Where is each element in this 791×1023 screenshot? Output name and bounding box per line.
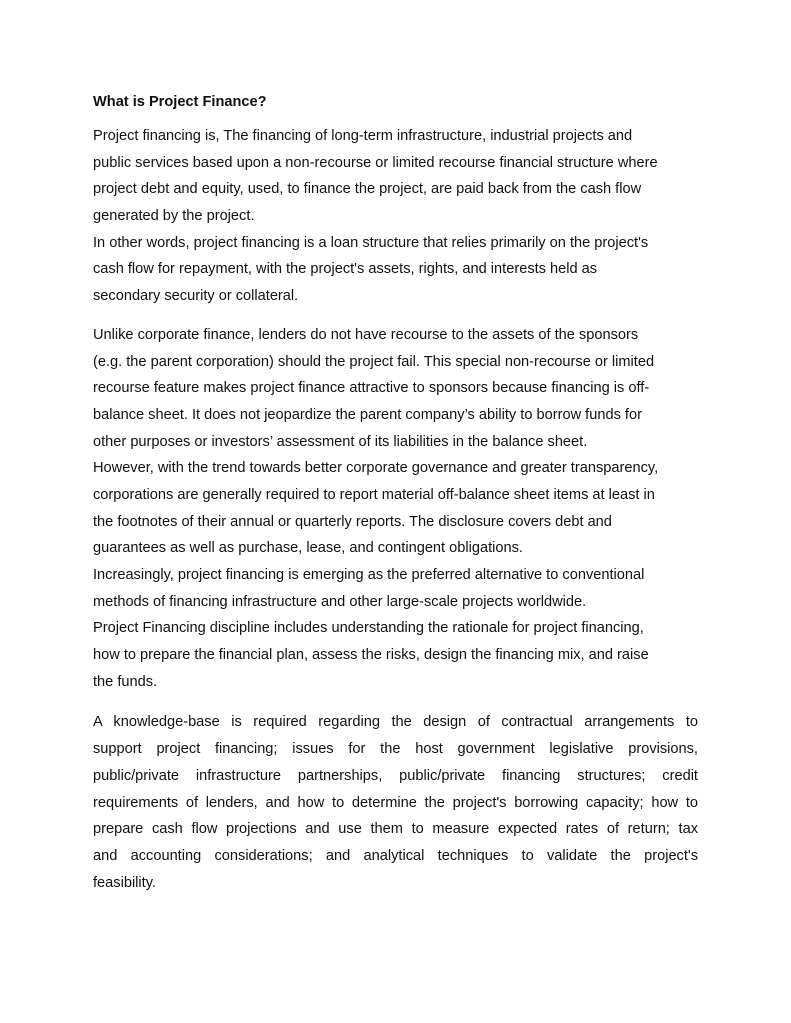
- document-body: [93, 91, 698, 896]
- text-line: prepare cash flow projections and use them to measure expected rates of return; tax: [93, 821, 698, 838]
- text-line: the funds.: [93, 673, 158, 690]
- text-line: corporations are generally required to report material off-balance sheet items at least in: [93, 486, 655, 503]
- text-line: feasibility.: [93, 874, 156, 891]
- text-line: support project financing; issues for the host government legislative provisions,: [93, 741, 698, 758]
- text-line: A knowledge-base is required regarding the design of contractual arrangements to: [93, 714, 698, 731]
- text-line: public/private infrastructure partnerships, public/private financing structures; credit: [93, 767, 698, 784]
- text-line: cash flow for repayment, with the project's assets, rights, and interests held as: [93, 261, 598, 278]
- paragraph-knowledge-base: [93, 709, 698, 896]
- text-line: balance sheet. It does not jeopardize the parent company’s ability to borrow funds for: [93, 406, 642, 423]
- text-line: the footnotes of their annual or quarterly reports. The disclosure covers debt and: [93, 513, 612, 530]
- text-line: In other words, project financing is a loan structure that relies primarily on the project's: [93, 234, 649, 251]
- text-line: Project Financing discipline includes understanding the rationale for project financing,: [93, 620, 644, 637]
- text-line: public services based upon a non-recourse or limited recourse financial structure where: [93, 154, 658, 171]
- text-line: secondary security or collateral.: [93, 288, 299, 305]
- text-line: other purposes or investors’ assessment of its liabilities in the balance sheet.: [93, 433, 588, 450]
- text-line: and accounting considerations; and analytical techniques to validate the project's: [93, 847, 698, 864]
- text-line: project debt and equity, used, to finance the project, are paid back from the cash flow: [93, 181, 642, 198]
- text-line: However, with the trend towards better corporate governance and greater transparency,: [93, 460, 659, 477]
- paragraph-corporate-finance: [93, 322, 698, 696]
- text-line: recourse feature makes project finance attractive to sponsors because financing is off-: [93, 380, 650, 397]
- text-line: Unlike corporate finance, lenders do not have recourse to the assets of the sponsors: [93, 326, 639, 343]
- document-title: What is Project Finance?: [93, 94, 267, 110]
- text-line: how to prepare the financial plan, assess the risks, design the financing mix, and raise: [93, 647, 649, 664]
- text-line: methods of financing infrastructure and other large-scale projects worldwide.: [93, 593, 587, 610]
- paragraph-project-financing: [93, 123, 698, 310]
- text-line: (e.g. the parent corporation) should the project fail. This special non-recourse or limited: [93, 353, 655, 370]
- text-line: Increasingly, project financing is emerging as the preferred alternative to conventional: [93, 567, 645, 583]
- text-line: guarantees as well as purchase, lease, and contingent obligations.: [93, 540, 523, 557]
- text-line: generated by the project.: [93, 208, 255, 225]
- text-line: requirements of lenders, and how to determine the project's borrowing capacity; how to: [93, 794, 698, 811]
- text-line: Project financing is, The financing of long-term infrastructure, industrial projects and: [93, 128, 633, 144]
